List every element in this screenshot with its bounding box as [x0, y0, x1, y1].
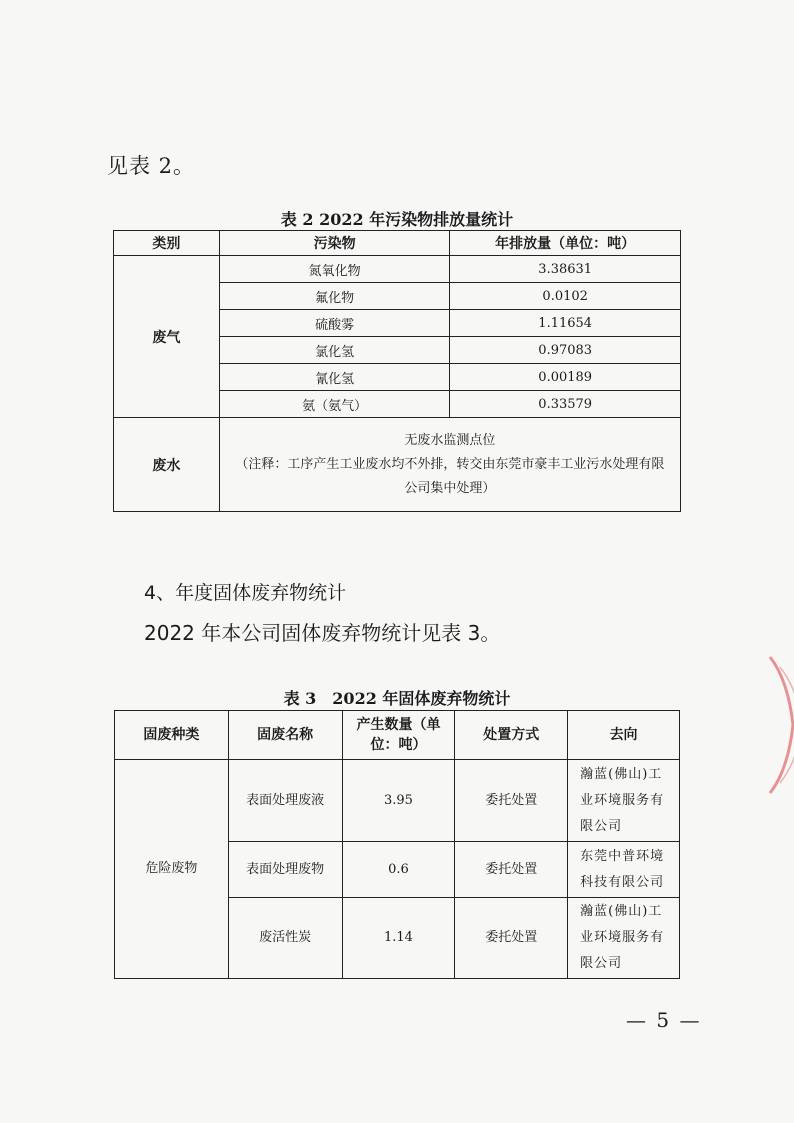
emissions-table — [113, 230, 681, 512]
water-note-line: 无废水监测点位 — [404, 432, 496, 448]
waste-name: 表面处理废液 — [228, 760, 342, 842]
pollutant-cell: 氨（氨气） — [219, 391, 450, 418]
waste-category: 危险废物 — [115, 760, 229, 979]
waste-name: 废活性炭 — [228, 898, 342, 979]
pollutant-cell: 氮氧化物 — [219, 256, 450, 283]
pollutant-cell: 氰化氢 — [219, 364, 450, 391]
header-category: 类别 — [114, 231, 220, 256]
amount-cell: 3.38631 — [450, 256, 681, 283]
waste-amount: 3.95 — [342, 760, 455, 842]
gas-category: 废气 — [114, 256, 220, 418]
water-note-line: 公司集中处理） — [404, 480, 496, 496]
table3-caption: 表 3 2022 年固体废弃物统计 — [283, 689, 511, 708]
header-quantity: 产生数量（单位：吨） — [342, 711, 455, 760]
section-heading: 4、年度固体废弃物统计 — [144, 582, 347, 604]
amount-cell: 0.00189 — [450, 364, 681, 391]
header-disposal: 处置方式 — [455, 711, 568, 760]
amount-cell: 1.11654 — [450, 310, 681, 337]
page-number: — 5 — — [626, 1008, 702, 1032]
section-text: 2022 年本公司固体废弃物统计见表 3。 — [144, 621, 501, 645]
water-category: 废水 — [114, 418, 220, 512]
waste-destination: 瀚蓝(佛山)工业环境服务有限公司 — [568, 898, 680, 979]
header-waste-name: 固废名称 — [228, 711, 342, 760]
intro-text: 见表 2。 — [107, 154, 196, 178]
waste-amount: 1.14 — [342, 898, 455, 979]
waste-name: 表面处理废物 — [228, 842, 342, 898]
waste-method: 委托处置 — [455, 842, 568, 898]
header-destination: 去向 — [568, 711, 680, 760]
header-pollutant: 污染物 — [219, 231, 450, 256]
waste-destination: 东莞中普环境科技有限公司 — [568, 842, 680, 898]
water-note-line: （注释：工序产生工业废水均不外排，转交由东莞市豪丰工业污水处理有限 — [235, 456, 665, 472]
waste-method: 委托处置 — [455, 898, 568, 979]
table2-caption: 表 2 2022 年污染物排放量统计 — [280, 210, 514, 229]
pollutant-cell: 氟化物 — [219, 283, 450, 310]
amount-cell: 0.33579 — [450, 391, 681, 418]
solid-waste-table — [114, 710, 680, 979]
header-waste-type: 固废种类 — [115, 711, 229, 760]
pollutant-cell: 硫酸雾 — [219, 310, 450, 337]
amount-cell: 0.0102 — [450, 283, 681, 310]
waste-destination: 瀚蓝(佛山)工业环境服务有限公司 — [568, 760, 680, 842]
waste-amount: 0.6 — [342, 842, 455, 898]
header-amount: 年排放量（单位：吨） — [450, 231, 681, 256]
pollutant-cell: 氯化氢 — [219, 337, 450, 364]
water-note — [219, 418, 680, 512]
waste-method: 委托处置 — [455, 760, 568, 842]
company-seal-fragment — [760, 655, 794, 795]
amount-cell: 0.97083 — [450, 337, 681, 364]
